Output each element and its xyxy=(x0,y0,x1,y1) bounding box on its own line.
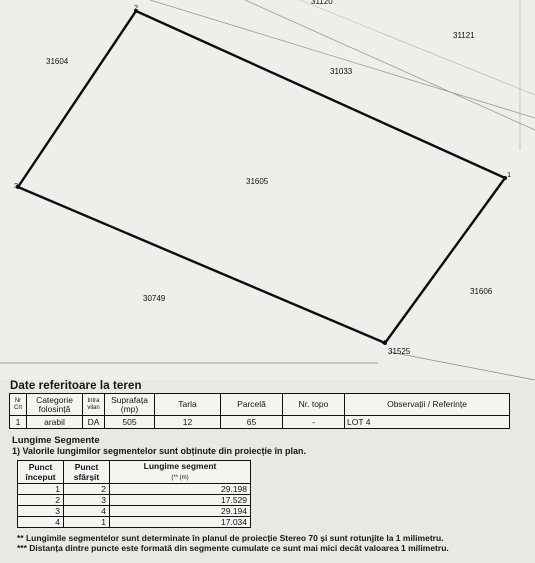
cell-length: 17.034 xyxy=(110,517,251,528)
cell-parcela: 65 xyxy=(221,416,283,429)
header-observatii: Observații / Referințe xyxy=(345,394,510,416)
parcel-label-road: 31033 xyxy=(330,67,353,76)
segments-table xyxy=(17,460,251,528)
parcel-label-31525: 31525 xyxy=(388,347,411,356)
land-data-title: Date referitoare la teren xyxy=(10,380,142,392)
cell-end: 4 xyxy=(64,506,110,517)
cell-observatii: LOT 4 xyxy=(345,416,510,429)
segments-title: Lungime Segmente xyxy=(12,435,100,446)
header-punct-sfarsit: Punct sfârșit xyxy=(64,461,110,484)
point-label-4: 4 xyxy=(382,338,387,347)
cell-categorie: arabil xyxy=(27,416,83,429)
table-row xyxy=(18,517,251,528)
header-lungime-label: Lungime segment xyxy=(143,461,217,471)
cell-suprafata: 505 xyxy=(105,416,155,429)
footnote-distance: *** Distanța dintre puncte este formată din segmente cumulate ce sunt mai mici decât valoarea 1 milimetru. xyxy=(17,543,449,553)
table-row xyxy=(10,416,510,429)
cell-start: 4 xyxy=(18,517,64,528)
table-header-row xyxy=(18,461,251,484)
point-label-3: 3 xyxy=(14,181,19,190)
table-row xyxy=(18,484,251,495)
cell-nr: 1 xyxy=(10,416,27,429)
table-row xyxy=(18,495,251,506)
header-parcela: Parcelă xyxy=(221,394,283,416)
table-header-row xyxy=(10,394,510,416)
header-intravilan: Intra vilan xyxy=(83,394,105,416)
segments-note: 1) Valorile lungimilor segmentelor sunt obținute din proiecție în plan. xyxy=(12,446,307,456)
header-tarla: Tarla xyxy=(155,394,221,416)
land-data-table xyxy=(9,393,510,429)
cell-length: 29.198 xyxy=(110,484,251,495)
header-lungime-segment xyxy=(110,461,251,484)
header-nr-crt: Nr Crt xyxy=(10,394,27,416)
cell-start: 3 xyxy=(18,506,64,517)
cell-end: 2 xyxy=(64,484,110,495)
cell-end: 3 xyxy=(64,495,110,506)
header-lungime-unit: (** (m) xyxy=(171,475,189,481)
parcel-label-31604: 31604 xyxy=(46,57,69,66)
cell-tarla: 12 xyxy=(155,416,221,429)
point-label-1: 1 xyxy=(507,170,512,179)
cell-intravilan: DA xyxy=(83,416,105,429)
parcel-label-31121: 31121 xyxy=(453,31,475,40)
table-row xyxy=(18,506,251,517)
parcel-label-30749: 30749 xyxy=(143,294,166,303)
footnote-stereo70: ** Lungimile segmentelor sunt determinate în planul de proiecție Stereo 70 și sunt rotunjite la 1 milimetru. xyxy=(17,533,444,543)
point-label-2: 2 xyxy=(134,3,139,12)
header-punct-inceput: Punct început xyxy=(18,461,64,484)
cell-nr-topo: - xyxy=(283,416,345,429)
header-suprafata: Suprafața (mp) xyxy=(105,394,155,416)
cell-end: 1 xyxy=(64,517,110,528)
parcel-label-31120: 31120 xyxy=(311,0,333,6)
cell-start: 2 xyxy=(18,495,64,506)
cell-start: 1 xyxy=(18,484,64,495)
header-categorie: Categorie folosință xyxy=(27,394,83,416)
header-nr-topo: Nr. topo xyxy=(283,394,345,416)
parcel-label-31606: 31606 xyxy=(470,287,493,296)
parcel-label-31605: 31605 xyxy=(246,177,269,186)
cell-length: 17.529 xyxy=(110,495,251,506)
cell-length: 29.194 xyxy=(110,506,251,517)
